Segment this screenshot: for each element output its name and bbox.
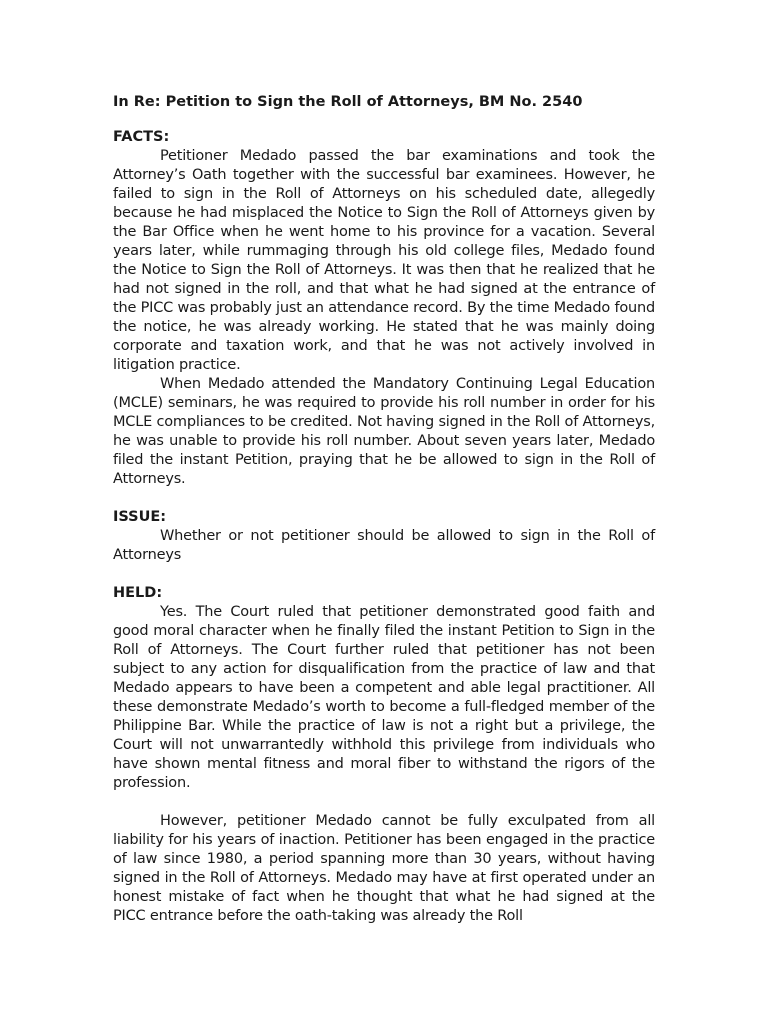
spacer <box>113 489 655 508</box>
facts-paragraph-1: Petitioner Medado passed the bar examinations and took the Attorney’s Oath together with the successful bar examinees. However, he failed to sign in the Roll of Attorneys on his scheduled date, allegedly because he had misplaced the Notice to Sign the Roll of Attorneys given by the Bar Office when he went home to his province for a vacation. Several years later, while rummaging through his old college files, Medado found the Notice to Sign the Roll of Attorneys. It was then that he realized that he had not signed in the roll, and that what he had signed at the entrance of the PICC was probably just an attendance record. By the time Medado found the notice, he was already working. He stated that he was mainly doing corporate and taxation work, and that he was not actively involved in litigation practice. <box>113 148 655 373</box>
held-paragraph-1: Yes. The Court ruled that petitioner demonstrated good faith and good moral character when he finally filed the instant Petition to Sign in the Roll of Attorneys. The Court further ruled that petitioner has not been subject to any action for disqualification from the practice of law and that Medado appears to have been a competent and able legal practitioner. All these demonstrate Medado’s worth to become a full-fledged member of the Philippine Bar. While the practice of law is not a right but a privilege, the Court will not unwarrantedly withhold this privilege from individuals who have shown mental fitness and moral fiber to withstand the rigors of the profession. <box>113 604 655 791</box>
issue-heading: ISSUE: <box>113 509 167 525</box>
held-paragraph-2: However, petitioner Medado cannot be fully exculpated from all liability for his years of inaction. Petitioner has been engaged in the practice of law since 1980, a period spanning more than 30 years, without having signed in the Roll of Attorneys. Medado may have at first operated under an honest mistake of fact when he thought that what he had signed at the PICC entrance before the oath-taking was already the Roll <box>113 813 655 924</box>
document-title: In Re: Petition to Sign the Roll of Attorneys, BM No. 2540 <box>113 94 583 110</box>
facts-heading: FACTS: <box>113 129 170 145</box>
spacer <box>113 565 655 584</box>
issue-paragraph: Whether or not petitioner should be allowed to sign in the Roll of Attorneys <box>113 528 655 563</box>
held-heading: HELD: <box>113 585 163 601</box>
document-page <box>113 93 655 926</box>
facts-paragraph-2: When Medado attended the Mandatory Continuing Legal Education (MCLE) seminars, he was required to provide his roll number in order for his MCLE compliances to be credited. Not having signed in the Roll of Attorneys, he was unable to provide his roll number. About seven years later, Medado filed the instant Petition, praying that he be allowed to sign in the Roll of Attorneys. <box>113 376 656 487</box>
spacer <box>113 793 655 812</box>
